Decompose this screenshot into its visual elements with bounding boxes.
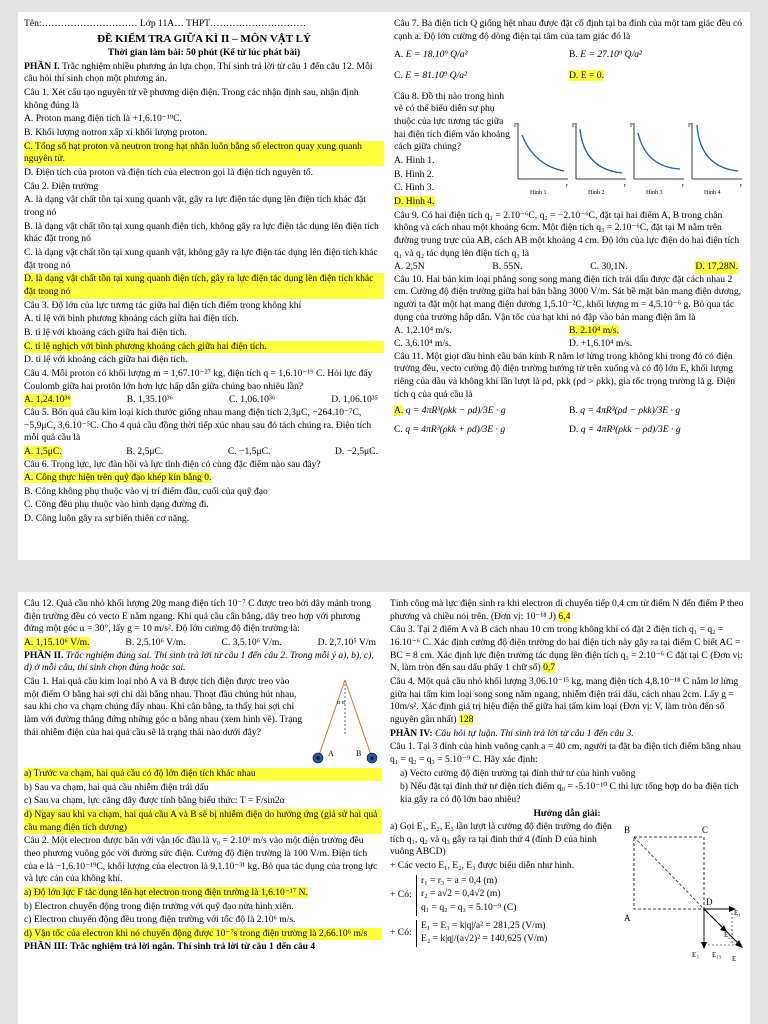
solution-a-intro: a) Gọi E₁, E₂, E₃ lần lượt là cường độ điện trường do điện tích q₁, q₂ và q₃ gây ra tại đỉnh thứ 4 (đỉnh D của hình vuông ABCD): [390, 821, 612, 858]
svg-text:Hình 2: Hình 2: [588, 189, 605, 196]
given-r2: r₂ = a√2 = 0,4√2 (m): [421, 888, 501, 900]
q12-option-d: D. 2,7.10⁵ V/m: [317, 636, 376, 648]
question-7: Câu 7. Ba điện tích Q giống hệt nhau được đặt cố định tại ba đỉnh của một tam giác đều có cạnh a. Độ lớn cường độ dòng điện tại tâm của tam giác đó là: [394, 18, 743, 42]
solution-vector-note: + Các vecto E₁, E₂, E₃ được biểu diễn như hình.: [390, 860, 575, 872]
part2-instructions: PHẦN II. Trắc nghiệm đúng sai. Thí sinh trả lời từ câu 1 đến câu 2. Trong mỗi ý a), b), c), d) ở mỗi câu, thí sinh chọn đúng hoặc sai.: [24, 649, 374, 674]
q12-option-b: B. 2,5.10⁶ V/m.: [125, 636, 186, 648]
q4-option-b: B. 1,35.10³⁶: [126, 394, 173, 406]
svg-text:Hình 4: Hình 4: [704, 189, 721, 196]
question-11: Câu 11. Một giọt dầu hình cầu bán kính R nằm lơ lửng trong không khí trong đó có điện trường đều, vecto cường độ điện trường hướng từ trên xuống và có độ lớn E, khối lượng riêng của dầu và không khí lần lượt là ρd, ρkk (ρd > ρkk), gia tốc trọng trường là g. Điện tích q của quả cầu là: [394, 350, 736, 400]
given-r1: r₁ = r₃ = a = 0,4 (m): [421, 874, 498, 886]
q11-option-d: D. q = 4πR³(ρkk − ρd)/3E · g: [569, 424, 681, 436]
q5-option-a: A. 1,5μC.: [24, 445, 62, 457]
q9-option-a: A. 2,5N: [394, 261, 425, 273]
page2-right-column: [390, 598, 744, 991]
q3-option-d: D. tỉ lệ với khoảng cách giữa hai điện tích.: [24, 354, 188, 366]
exam-title: ĐỀ KIỂM TRA GIỮA KÌ II – MÔN VẬT LÝ: [97, 32, 311, 45]
given-e1: E₁ = E₃ = k|q|/a² = 281,25 (V/m): [421, 919, 546, 931]
q7-option-c: C. E = 81.10⁹ Q/a²: [394, 69, 467, 81]
q9-option-c: C. 30,1N.: [590, 261, 628, 273]
svg-text:r: r: [682, 182, 684, 189]
p2q1-block: [24, 676, 382, 768]
svg-text:E₁: E₁: [734, 909, 741, 918]
question-1: Câu 1. Xét cấu tạo nguyên tử về phương diện điện. Trong các nhận định sau, nhận định không đúng là: [24, 87, 359, 111]
q6-option-a: A. Công thực hiện trên quỹ đạo khép kín bằng 0.: [24, 472, 212, 484]
graph-1: [514, 123, 568, 196]
svg-text:C: C: [702, 825, 709, 836]
p2q2-option-c: c) Electron chuyển động đều trong điện trường với tốc độ là 2.10⁶ m/s.: [24, 914, 296, 926]
q1-option-a: A. Proton mang điện tích là +1,6.10⁻¹⁹C.: [24, 113, 182, 125]
svg-text:F: F: [688, 122, 692, 129]
q4-option-a: A. 1,24.10³⁶: [24, 394, 71, 406]
q3-option-a: A. tỉ lệ với bình phương khoảng cách giữa hai điện tích.: [24, 313, 239, 325]
q12-option-a: A. 1,15.10⁶ V/m.: [24, 636, 90, 648]
exam-page-2: [18, 592, 750, 1024]
q8-option-b: B. Hình 2.: [394, 168, 434, 180]
solution-block: [390, 821, 744, 991]
q6-option-b: B. Công không phụ thuộc vào vị trí điểm đầu, cuối của quỹ đạo: [24, 485, 268, 497]
part3-question-3: Câu 3. Tại 2 điểm A và B cách nhau 10 cm trong không khí có đặt 2 điện tích q₁ = q₂ = 16.10⁻⁶ C. Xác định cường độ điện trường do hai điện tích này gây ra tại điểm C biết AC = BC = 8 cm. Xác định lực điện trường tác dụng lên điện tích q₃ = 2.10⁻⁶ C đặt tại C (Đơn vị: N, làm tròn đến sau dấu phẩy 1 chữ số) 0,7: [390, 624, 743, 674]
part4-instructions: PHẦN IV: Câu hỏi tự luận. Thí sinh trả lời từ câu 1 đến câu 3.: [390, 727, 634, 739]
q2-option-d: D. là dạng vật chất tồn tại xung quanh điện tích, gây ra lực điện tác dụng lên điện tích khác đặt trong nó: [24, 273, 384, 298]
q5-options: [24, 446, 384, 459]
q9-option-d: D. 17,28N.: [695, 261, 738, 273]
q7-option-a: A. E = 18.10⁹ Q/a²: [394, 49, 468, 61]
svg-text:E₁₃: E₁₃: [712, 951, 722, 960]
q10-option-c: C. 3,6.10⁴ m/s.: [394, 338, 452, 350]
q12-options: [24, 637, 382, 650]
q6-option-d: D. Công luôn gây ra sự biến thiên cơ năng.: [24, 513, 190, 525]
p4q1-part-b: b) Nếu đặt tại đỉnh thứ tư điện tích điểm q₀ = -5.10⁻¹⁰ C thì lực tổng hợp do ba điện tích kia gây ra có độ lớn bao nhiêu?: [400, 781, 739, 805]
q10-option-b: B. 2.10⁴ m/s.: [569, 325, 619, 337]
question-3: Câu 3. Độ lớn của lực tương tác giữa hai điện tích điểm trong không khí: [24, 299, 302, 311]
svg-text:Hình 1: Hình 1: [530, 189, 547, 196]
q7-option-d: D. E = 0.: [569, 69, 604, 81]
p2q1-option-b: b) Sau va chạm, hai quả cầu nhiễm điện trái dấu: [24, 781, 209, 793]
part2-question-1: Câu 1. Hai quả cầu kim loại nhỏ A và B được tích điện được treo vào một điểm O bằng hai sợi chỉ dài bằng nhau. Thoạt đầu chúng hút nhau, sau khi cho va chạm chúng đẩy nhau. Khi cân bằng, ta thấy hai sợi chỉ làm với đường thẳng đứng những góc α bằng nhau (xem hình vẽ). Trạng thái nhiễm điện của hai quả cầu sẽ là trạng thái nào dưới đây?: [24, 675, 303, 738]
part4-question-1: Câu 1. Tại 3 đỉnh của hình vuông cạnh a = 40 cm, người ta đặt ba điện tích điểm bằng nhau q₁ = q₂ = q₃ = 5.10⁻⁹ C. Hãy xác định:: [390, 741, 741, 765]
q9-options: [394, 261, 744, 274]
graph-4: [688, 123, 742, 196]
q2-option-b: B. là dạng vật chất tồn tại xung quanh điện tích, không gây ra lực điện tác dụng lên điện tích khác đặt trong nó: [24, 220, 379, 245]
q5-option-d: D. −2,5μC.: [334, 445, 378, 457]
q5-option-b: B. 2,5μC.: [126, 445, 164, 457]
q7-option-b: B. E = 27.10⁹ Q/a²: [569, 49, 642, 61]
svg-text:α α: α α: [337, 699, 345, 706]
p2q2-option-a: a) Độ lớn lực F tác dụng lên hạt electron trong điện trường là 1,6.10⁻¹⁷ N.: [24, 886, 308, 898]
svg-text:E₂: E₂: [724, 931, 731, 940]
svg-text:B: B: [356, 748, 362, 758]
given-q: q₁ = q₂ = q₃ = 5.10⁻⁹ (C): [421, 902, 517, 914]
exam-time: Thời gian làm bài: 50 phút (Kể từ lúc phát bài): [107, 47, 301, 59]
q10-options-row1: [394, 325, 744, 338]
square-field-vectors-figure: [620, 821, 744, 991]
q8-option-c: C. Hình 3.: [394, 182, 434, 194]
part2-question-2: Câu 2. Một electron được bắn với vận tốc đầu là v₀ = 2.10⁶ m/s vào một điện trường đều theo phương vuông góc với đường sức điện. Cường độ điện trường là 100 V/m. Điện tích của e là −1,6.10⁻¹⁹C, khối lượng của electron là 9,1.10⁻³¹ kg. Bỏ qua tác dụng của trọng lực và lực cản của không khí.: [24, 835, 378, 885]
graph-2: [572, 123, 626, 196]
svg-text:Hình 3: Hình 3: [646, 189, 663, 196]
part3-heading: PHẦN III: Trắc nghiệm trả lời ngắn. Thí sinh trả lời từ câu 1 đến câu 4: [24, 941, 316, 953]
q4-option-d: D. 1,06.10³⁵: [331, 394, 378, 406]
given-e2: E₂ = k|q|/(a√2)² = 140,625 (V/m): [421, 933, 548, 945]
p2q1-option-d: d) Ngay sau khi va chạm, hai quả cầu A và B sẽ bị nhiễm điện do hưởng ứng (giả sử hai quả cầu mang điện tích dương): [24, 809, 382, 834]
q2-option-a: A. là dạng vật chất tồn tại xung quanh vật, gây ra lực điện tác dụng lên điện tích khác đặt trong nó: [24, 194, 366, 219]
q11-option-b: B. q = 4πR³(ρd − ρkk)/3E · g: [569, 405, 681, 417]
p4q1-part-a: a) Vecto cường độ điện trường tại đỉnh thứ tư của hình vuông: [400, 767, 636, 779]
part1-instructions: PHẦN I. Trắc nghiệm nhiều phương án lựa chọn. Thí sinh trả lời từ câu 1 đến câu 12. Mỗi câu hỏi thí sinh chọn một phương án.: [24, 60, 373, 85]
question-8: Câu 8. Đồ thị nào trong hình vẽ có thể biểu diễn sự phụ thuộc của lực tương tác giữa hai điện tích điểm vào khoảng cách giữa chúng?: [394, 90, 510, 153]
q4-option-c: C. 1,06.10³⁶: [229, 394, 276, 406]
svg-text:E₃: E₃: [692, 951, 699, 960]
q11-option-a: A. q = 4πR³(ρkk − ρd)/3E · g: [394, 405, 506, 417]
q5-option-c: C. −1,5μC.: [227, 445, 271, 457]
q11-option-c: C. q = 4πR³(ρkk + ρd)/3E · g: [394, 424, 506, 436]
q7-options-row1: [394, 49, 744, 62]
force-distance-graphs-figure: [512, 117, 744, 197]
question-10: Câu 10. Hai bản kim loại phẳng song song mang điện tích trái dấu được đặt cách nhau 2 cm. Cường độ điện trường giữa hai bản bằng 3000 V/m. Sát bề mặt bản mang điện dương, người ta đặt một hạt mang điện dương 1,5.10⁻²C, khối lượng m = 4,5.10⁻⁶ g. Bỏ qua tác dụng của trường hấp dẫn. Vận tốc của hạt khi nó đập vào bản mang điện âm là: [394, 273, 742, 323]
svg-text:r: r: [624, 182, 626, 189]
q7-options-row2: [394, 70, 744, 83]
q3-option-c: C. tỉ lệ nghịch với bình phương khoảng cách giữa hai điện tích.: [24, 341, 384, 354]
svg-text:r: r: [566, 182, 568, 189]
q8-option-a: A. Hình 1.: [394, 154, 435, 166]
exam-page-1: [18, 12, 750, 560]
q8-block: [394, 91, 744, 210]
page1-left-column: [24, 18, 384, 527]
q9-option-b: B. 55N.: [492, 261, 523, 273]
p2q1-option-a: a) Trước va chạm, hai quả cầu có độ lớn điện tích khác nhau: [24, 768, 382, 781]
question-12: Câu 12. Quả cầu nhỏ khối lượng 20g mang điện tích 10⁻⁷ C được treo bởi dây mảnh trong điện trường đều có vecto E nằm ngang. Khi quả cầu cân bằng, dây treo hợp với phương đứng một góc α = 30°, lấy g = 10 m/s². Độ lớn cường độ điện trường là:: [24, 598, 372, 635]
p2q1-option-c: c) Sau va chạm, lực căng dây được tính bằng biểu thức: T = F/sin2α: [24, 795, 285, 807]
q1-option-d: D. Điện tích của proton và điện tích của electron gọi là điện tích nguyên tố.: [24, 167, 314, 179]
svg-text:A: A: [328, 748, 334, 758]
graph-3: [630, 123, 684, 196]
solution-given-2: + Có: E₁ = E₃ = k|q|/a² = 281,25 (V/m) E₂ = k|q|/(a√2)² = 140,625 (V/m): [390, 920, 620, 947]
q10-option-d: D. +1,6.10⁴ m/s.: [569, 338, 633, 350]
page1-right-column: [394, 18, 744, 437]
hanging-spheres-figure: [308, 676, 382, 768]
svg-text:r: r: [740, 182, 742, 189]
question-2: Câu 2. Điện trường: [24, 180, 99, 192]
part3-question-4: Câu 4. Một quả cầu nhỏ khối lượng 3,06.10⁻¹⁵ kg, mang điện tích 4,8.10⁻¹⁸ C nằm lơ lửng giữa hai tấm kim loại song song nằm ngang, nhiễm điện trái dấu, cách nhau 2cm. Lấy g = 10m/s². Xác định giá trị hiệu điện thế giữa hai tấm kim loại (Đơn vị: V, làm tròn đến số nguyên gần nhất) 128: [390, 675, 739, 725]
part3-question-2-tail: Tính công mà lực điện sinh ra khi electron di chuyển tiếp 0,4 cm từ điểm N đến điểm P theo phương và chiều nói trên. (Đơn vị: 10⁻¹⁸ J) 6,4: [390, 598, 744, 622]
question-6: Câu 6. Trọng lực, lực đàn hồi và lực tĩnh điện có cùng đặc điểm nào sau đây?: [24, 458, 321, 470]
solution-heading: Hướng dẫn giải:: [533, 807, 601, 819]
p2q2-option-d: d) Vận tốc của electron khi nó chuyển động được 10⁻⁷s trong điện trường là 2,66.10⁶ m/s: [24, 928, 382, 941]
q4-options: [24, 394, 384, 407]
q10-options-row2: [394, 338, 744, 351]
q10-option-a: A. 1,2.10⁴ m/s.: [394, 325, 452, 337]
svg-text:B: B: [624, 825, 631, 836]
q11-options-row1: [394, 405, 744, 418]
q8-option-d: D. Hình 4.: [394, 195, 435, 207]
student-info-line: Tên:………………………… Lớp 11A… THPT…………………………: [24, 18, 306, 29]
q1-option-c: C. Tổng số hạt proton và neutron trong hạt nhân luôn bằng số electron quay xung quanh nguyên tử.: [24, 141, 384, 166]
q11-options-row2: [394, 424, 744, 437]
page2-left-column: [24, 598, 382, 955]
svg-text:F: F: [630, 122, 634, 129]
question-9: Câu 9. Có hai điện tích q₁ = 2.10⁻⁶C, q₂ = −2.10⁻⁶C, đặt tại hai điểm A, B trong chân không và cách nhau một khoảng 6cm. Một điện tích q₃ = 2.10⁻⁶C, đặt tại M nằm trên đường trung trực của AB, cách AB một khoảng 4 cm. Độ lớn của lực điện do hai điện tích q₁ và q₂ tác dụng lên điện tích q₃ là: [394, 209, 740, 259]
svg-text:A: A: [624, 913, 631, 924]
q6-option-c: C. Công đều phụ thuộc vào hình dạng đường đi.: [24, 499, 209, 511]
q2-option-c: C. là dạng vật chất tồn tại xung quanh vật, không gây ra lực điện tác dụng lên điện tích khác đặt trong nó: [24, 247, 378, 271]
svg-text:F: F: [572, 122, 576, 129]
q3-option-b: B. tỉ lệ với khoảng cách giữa hai điện tích.: [24, 326, 187, 338]
question-5: Câu 5. Bốn quả cầu kim loại kích thước giống nhau mang điện tích 2,3μC, −264.10⁻⁷C, −5,9μC, 3,6.10⁻⁵C. Cho 4 quả cầu đồng thời tiếp xúc nhau sau đó tách chúng ra. Điện tích mỗi quả cầu là: [24, 406, 372, 444]
svg-text:E: E: [732, 955, 737, 964]
solution-given-1: + Có: r₁ = r₃ = a = 0,4 (m) r₂ = a√2 = 0,4√2 (m) q₁ = q₂ = q₃ = 5.10⁻⁹ (C): [390, 875, 620, 916]
svg-text:D: D: [706, 897, 713, 908]
svg-text:F: F: [514, 122, 518, 129]
q12-option-c: C. 3,5.10⁶ V/m.: [221, 636, 282, 648]
question-4: Câu 4. Mỗi proton có khối lượng m = 1,67.10⁻²⁷ kg, điện tích q = 1,6.10⁻¹⁹ C. Hỏi lực đẩy Coulomb giữa hai protôn lớn hơn lực hấp dẫn giữa chúng bao nhiêu lần?: [24, 367, 373, 392]
q8-text: [394, 91, 512, 210]
q1-option-b: B. Khối lượng notron xấp xỉ khối lượng proton.: [24, 127, 208, 139]
p2q2-option-b: b) Electron chuyển động trong điện trường với quỹ đạo nửa hình xiên.: [24, 900, 294, 912]
